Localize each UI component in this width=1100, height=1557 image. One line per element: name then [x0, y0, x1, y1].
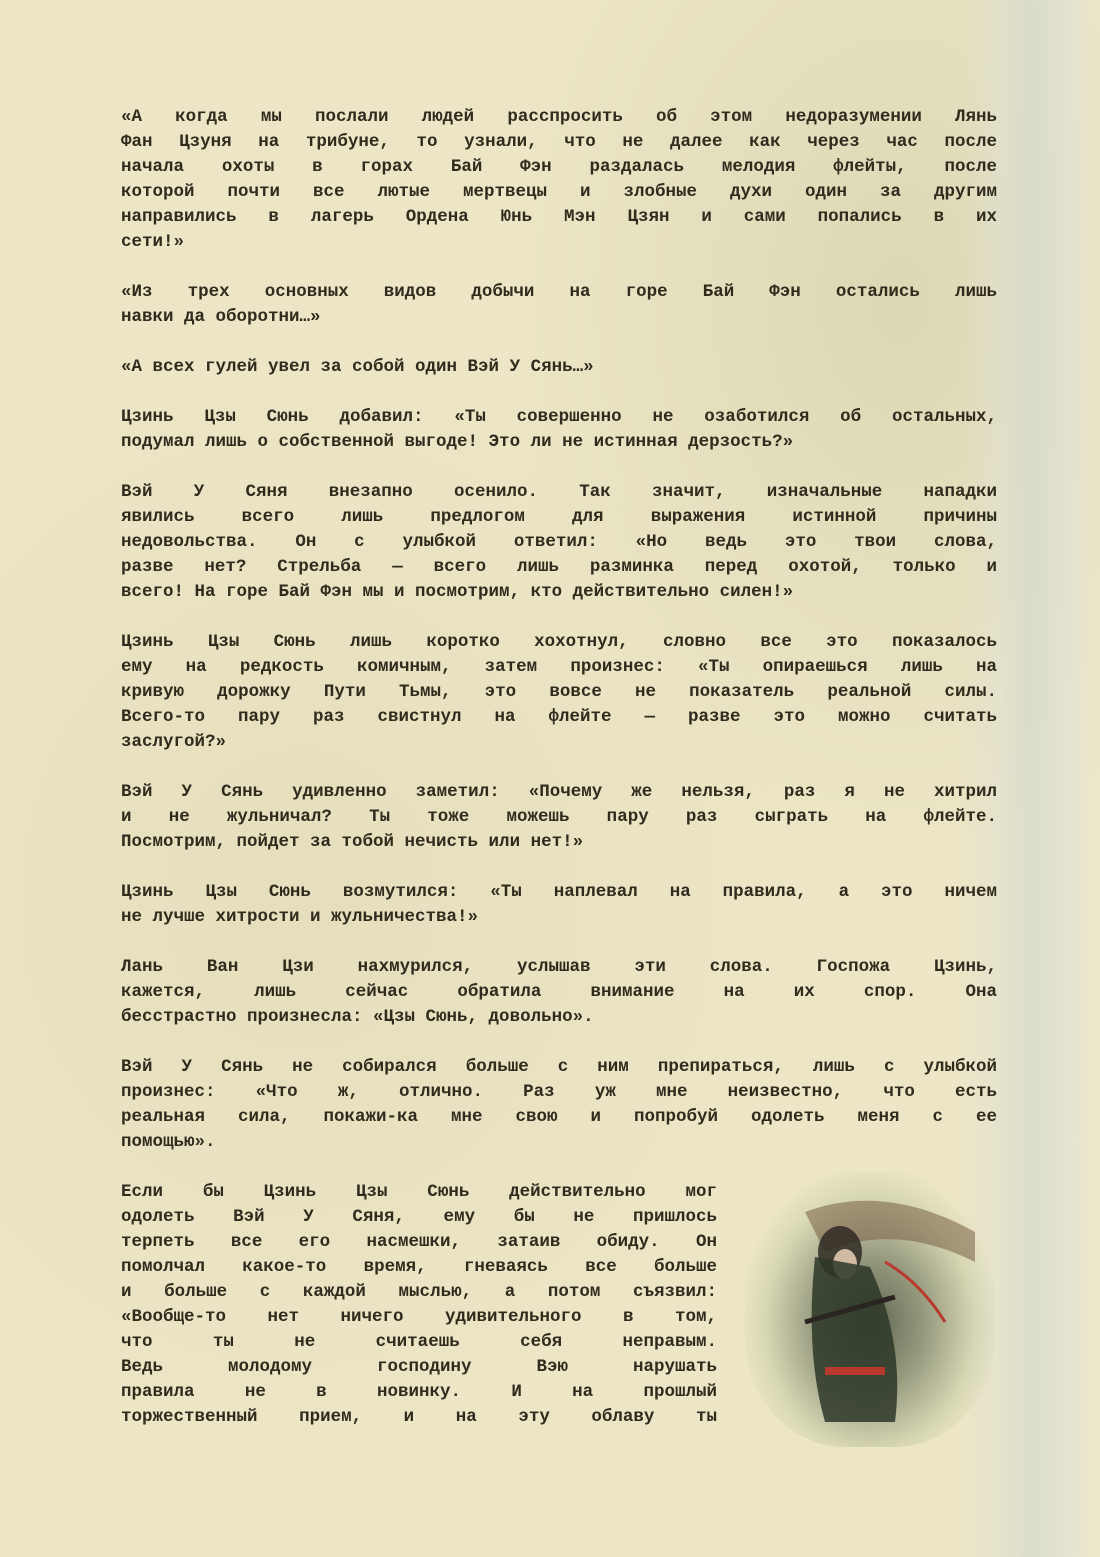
text-line: реальная сила, покажи-ка мне свою и попробуй одолеть меня с ее: [121, 1107, 997, 1127]
text-line: Цзинь Цзы Сюнь лишь коротко хохотнул, словно все это показалось: [121, 632, 997, 652]
text-line: которой почти все лютые мертвецы и злобные духи один за другим: [121, 182, 997, 202]
paragraph: [121, 105, 997, 255]
text-line: Посмотрим, пойдет за тобой нечисть или нет!»: [121, 832, 584, 852]
text-line: кажется, лишь сейчас обратила внимание на их спор. Она: [121, 982, 997, 1002]
text-line: торжественный прием, и на эту облаву ты: [121, 1407, 717, 1427]
text-line: бесстрастно произнесла: «Цзы Сюнь, довольно».: [121, 1007, 594, 1027]
text-line: помощью».: [121, 1132, 216, 1152]
text-line: ему на редкость комичным, затем произнес: «Ты опираешься лишь на: [121, 657, 997, 677]
illustration-flute-player: [745, 1172, 995, 1447]
text-line: одолеть Вэй У Сяня, ему бы не пришлось: [121, 1207, 717, 1227]
text-line: что ты не считаешь себя неправым.: [121, 1332, 717, 1352]
text-line: направились в лагерь Ордена Юнь Мэн Цзян и сами попались в их: [121, 207, 997, 227]
text-line: подумал лишь о собственной выгоде! Это ли не истинная дерзость?»: [121, 432, 794, 452]
paragraph: [121, 405, 997, 455]
text-line: явились всего лишь предлогом для выражения истинной причины: [121, 507, 997, 527]
text-line: Цзинь Цзы Сюнь добавил: «Ты совершенно не озаботился об остальных,: [121, 407, 997, 427]
text-line: «А когда мы послали людей расспросить об этом недоразумении Лянь: [121, 107, 997, 127]
text-line: навки да оборотни…»: [121, 307, 321, 327]
paragraph: [121, 955, 997, 1030]
text-line: кривую дорожку Пути Тьмы, это вовсе не показатель реальной силы.: [121, 682, 997, 702]
text-line: и не жульничал? Ты тоже можешь пару раз сыграть на флейте.: [121, 807, 997, 827]
text-line: Лань Ван Цзи нахмурился, услышав эти слова. Госпожа Цзинь,: [121, 957, 997, 977]
text-line: заслугой?»: [121, 732, 227, 752]
paragraph: [121, 280, 997, 330]
paragraph: [121, 880, 997, 930]
paragraph: [121, 1055, 997, 1155]
text-line: Если бы Цзинь Цзы Сюнь действительно мог: [121, 1182, 717, 1202]
illustration-figure-icon: [745, 1172, 995, 1447]
paragraph: [121, 630, 997, 755]
paragraph: [121, 480, 997, 605]
paragraph: [121, 355, 997, 380]
text-line: начала охоты в горах Бай Фэн раздалась мелодия флейты, после: [121, 157, 997, 177]
text-line: не лучше хитрости и жульничества!»: [121, 907, 479, 927]
text-line: Вэй У Сяня внезапно осенило. Так значит, изначальные нападки: [121, 482, 997, 502]
text-line: и больше с каждой мыслью, а потом съязвил:: [121, 1282, 717, 1302]
text-line: Ведь молодому господину Вэю нарушать: [121, 1357, 717, 1377]
text-line: недовольства. Он с улыбкой ответил: «Но ведь это твои слова,: [121, 532, 997, 552]
paragraph: [121, 1180, 717, 1430]
text-line: помолчал какое-то время, гневаясь все больше: [121, 1257, 717, 1277]
paragraph: [121, 780, 997, 855]
text-line: «А всех гулей увел за собой один Вэй У Сянь…»: [121, 357, 594, 377]
text-line: сети!»: [121, 232, 185, 252]
text-line: всего! На горе Бай Фэн мы и посмотрим, кто действительно силен!»: [121, 582, 794, 602]
text-line: разве нет? Стрельба — всего лишь разминка перед охотой, только и: [121, 557, 997, 577]
text-line: Вэй У Сянь не собирался больше с ним препираться, лишь с улыбкой: [121, 1057, 997, 1077]
text-line: терпеть все его насмешки, затаив обиду. Он: [121, 1232, 717, 1252]
text-line: Фан Цзуня на трибуне, то узнали, что не далее как через час после: [121, 132, 997, 152]
text-line: Цзинь Цзы Сюнь возмутился: «Ты наплевал на правила, а это ничем: [121, 882, 997, 902]
text-line: «Из трех основных видов добычи на горе Бай Фэн остались лишь: [121, 282, 997, 302]
text-line: произнес: «Что ж, отлично. Раз уж мне неизвестно, что есть: [121, 1082, 997, 1102]
text-line: «Вообще-то нет ничего удивительного в том,: [121, 1307, 717, 1327]
text-line: правила не в новинку. И на прошлый: [121, 1382, 717, 1402]
text-line: Всего-то пару раз свистнул на флейте — разве это можно считать: [121, 707, 997, 727]
text-line: Вэй У Сянь удивленно заметил: «Почему же нельзя, раз я не хитрил: [121, 782, 997, 802]
